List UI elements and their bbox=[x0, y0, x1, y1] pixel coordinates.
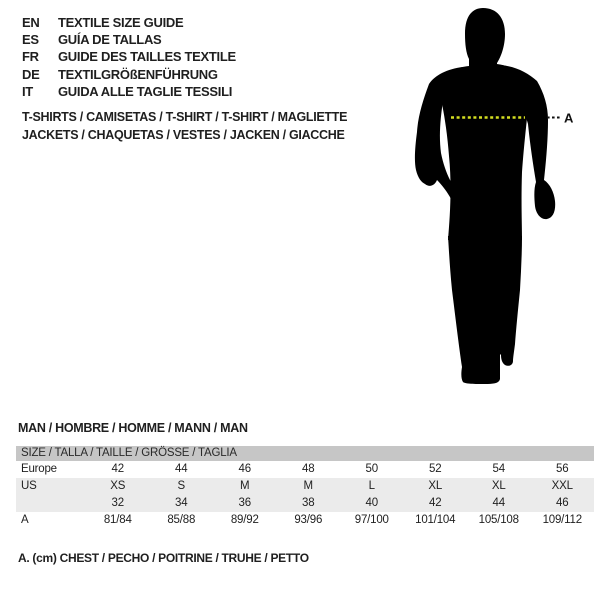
row-label: Europe bbox=[21, 463, 57, 475]
table-cell: 38 bbox=[302, 497, 315, 509]
table-cell: M bbox=[303, 480, 313, 492]
table-cell: L bbox=[368, 480, 375, 492]
table-cell: XS bbox=[110, 480, 126, 492]
table-cell: 36 bbox=[238, 497, 251, 509]
table-cell: 52 bbox=[429, 463, 442, 475]
row-label: A bbox=[21, 514, 29, 526]
table-cell: S bbox=[177, 480, 185, 492]
language-label: GUIDE DES TAILLES TEXTILE bbox=[58, 49, 236, 65]
table-cell: 46 bbox=[238, 463, 251, 475]
size-table bbox=[16, 446, 594, 529]
row-label bbox=[16, 495, 86, 512]
table-cell: 48 bbox=[302, 463, 315, 475]
language-code: FR bbox=[22, 49, 39, 65]
table-cell: M bbox=[240, 480, 250, 492]
table-cell: 44 bbox=[492, 497, 505, 509]
table-cell: 42 bbox=[111, 463, 124, 475]
table-row bbox=[16, 512, 594, 529]
language-row bbox=[22, 31, 236, 48]
table-cell: 101/104 bbox=[415, 514, 456, 526]
language-row bbox=[22, 14, 236, 31]
language-list bbox=[22, 14, 236, 100]
silhouette-head bbox=[465, 8, 505, 72]
language-row bbox=[22, 48, 236, 65]
language-label: TEXTILGRÖßENFÜHRUNG bbox=[58, 66, 218, 82]
size-table-body bbox=[16, 461, 594, 529]
table-cell: 89/92 bbox=[230, 514, 259, 526]
table-cell: 54 bbox=[492, 463, 505, 475]
language-row bbox=[22, 66, 236, 83]
language-code: DE bbox=[22, 66, 40, 82]
table-cell: 42 bbox=[429, 497, 442, 509]
silhouette-legs bbox=[448, 236, 522, 384]
language-row bbox=[22, 83, 236, 100]
table-cell: 105/108 bbox=[478, 514, 519, 526]
row-label: US bbox=[21, 480, 37, 492]
measurement-footnote: A. (cm) CHEST / PECHO / POITRINE / TRUHE / PETTO bbox=[18, 551, 309, 565]
measure-a-label: A bbox=[564, 110, 574, 126]
table-cell: 46 bbox=[556, 497, 569, 509]
table-row bbox=[16, 495, 594, 512]
table-cell: 85/88 bbox=[167, 514, 196, 526]
table-cell: 34 bbox=[175, 497, 188, 509]
table-cell: XL bbox=[491, 480, 506, 492]
category-line: JACKETS / CHAQUETAS / VESTES / JACKEN / GIACCHE bbox=[22, 127, 345, 142]
language-label: GUIDA ALLE TAGLIE TESSILI bbox=[58, 83, 233, 99]
table-cell: 109/112 bbox=[542, 514, 582, 526]
table-cell: 97/100 bbox=[354, 514, 389, 526]
size-table-header: SIZE / TALLA / TAILLE / GRÖSSE / TAGLIA bbox=[16, 446, 594, 461]
table-cell: 32 bbox=[111, 497, 124, 509]
section-title-man: MAN / HOMBRE / HOMME / MANN / MAN bbox=[18, 421, 248, 435]
table-cell: 50 bbox=[365, 463, 378, 475]
table-cell: XL bbox=[428, 480, 443, 492]
table-cell: 56 bbox=[556, 463, 569, 475]
table-cell: 93/96 bbox=[294, 514, 323, 526]
table-cell: XXL bbox=[551, 480, 573, 492]
table-cell: 44 bbox=[175, 463, 188, 475]
language-code: IT bbox=[22, 83, 33, 99]
language-code: ES bbox=[22, 32, 39, 48]
man-silhouette bbox=[405, 4, 585, 396]
table-row bbox=[16, 461, 594, 478]
garment-categories bbox=[22, 109, 347, 144]
table-cell: 81/84 bbox=[103, 514, 132, 526]
table-cell: 40 bbox=[365, 497, 378, 509]
language-label: TEXTILE SIZE GUIDE bbox=[58, 15, 184, 30]
category-line: T-SHIRTS / CAMISETAS / T-SHIRT / T-SHIRT / MAGLIETTE bbox=[22, 110, 348, 124]
language-code: EN bbox=[22, 15, 40, 30]
table-row bbox=[16, 478, 594, 495]
language-label: GUÍA DE TALLAS bbox=[58, 32, 162, 48]
